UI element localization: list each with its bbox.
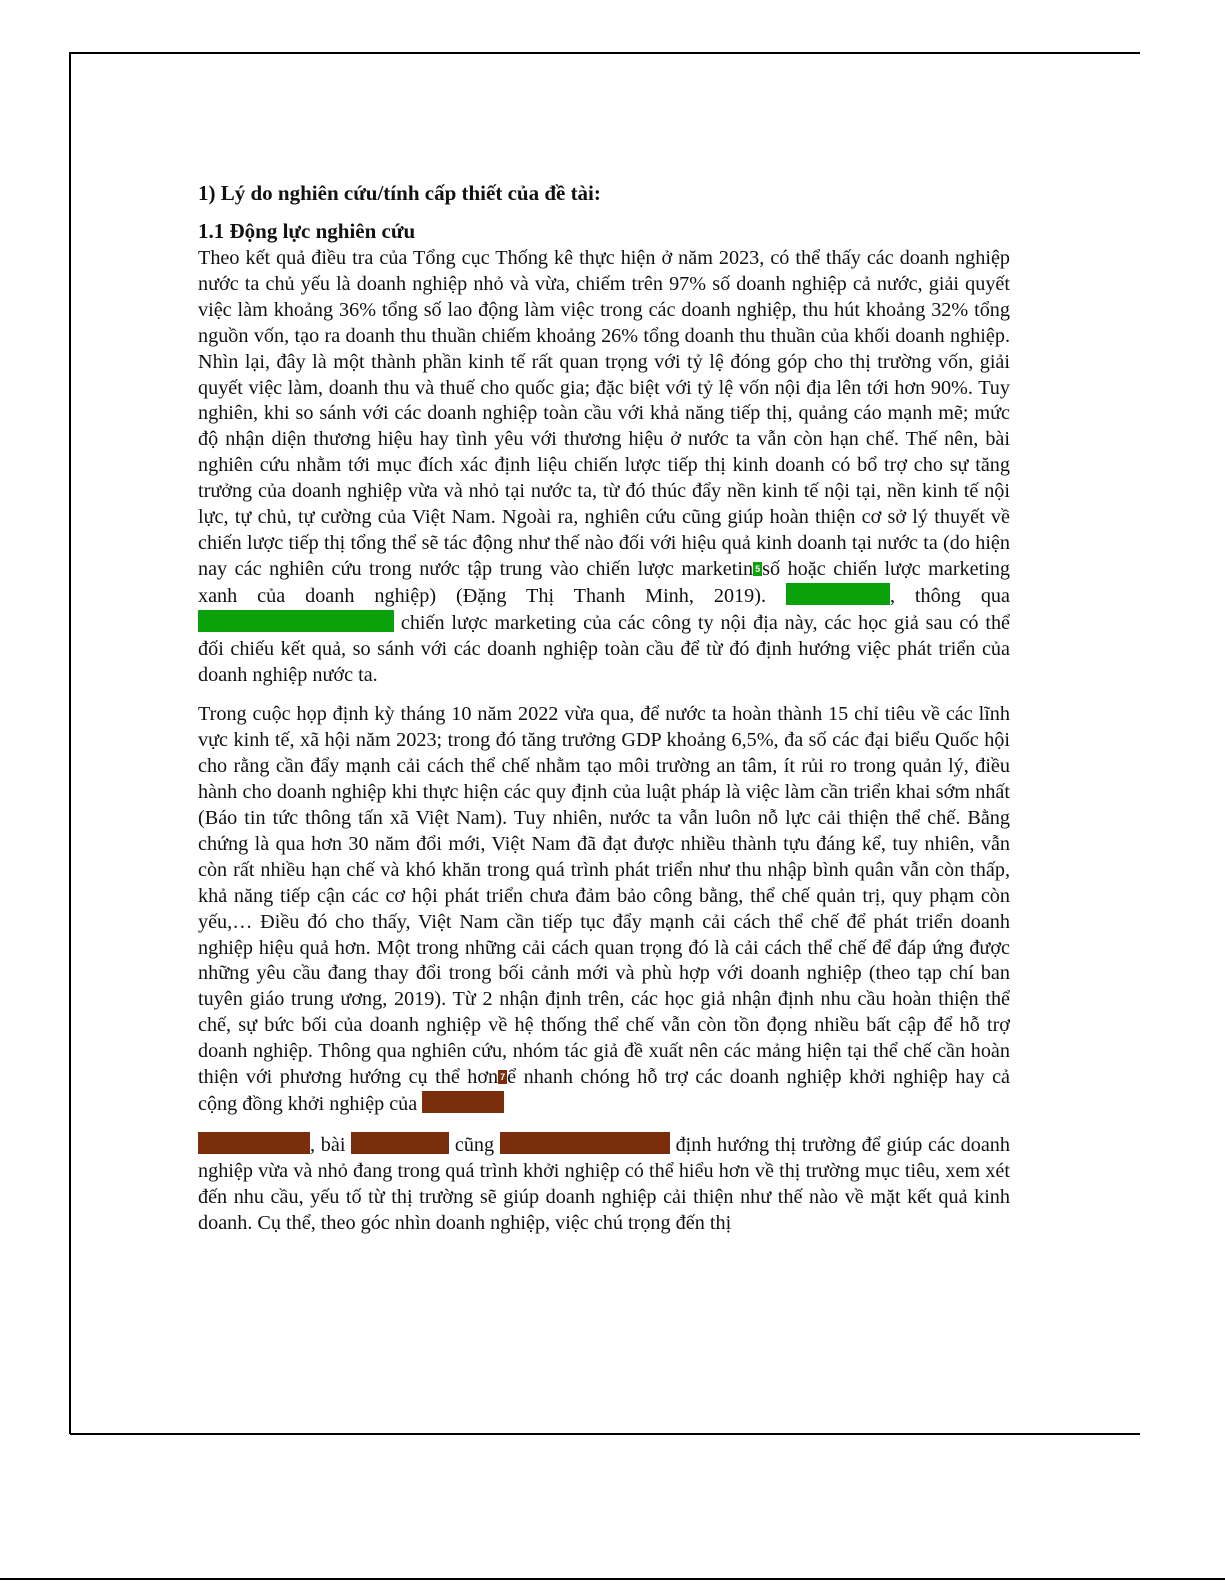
- paragraph-3-segment-3: định hướng thị trường để giúp các doanh nghiệp vừa và nhỏ đang trong quá trình khởi nghiệp có thể hiểu hơn về thị trường mục tiêu, xem xét đến nhu cầu, yếu tố từ thị trường sẽ giúp doanh nghiệp cải thiện như thế nào về mặt kết quả kinh doanh. Cụ thể, theo góc nhìn doanh nghiệp, việc chú trọng đến thị: [198, 1133, 1010, 1234]
- comment-marker-7[interactable]: 7: [500, 1072, 506, 1083]
- paragraph-1-text: Theo kết quả điều tra của Tổng cục Thống kê thực hiện ở năm 2023, có thể thấy các doanh nghiệp nước ta chủ yếu là doanh nghiệp nhỏ và vừa, chiếm trên 97% số doanh nghiệp cả nước, giải quyết việc làm khoảng 36% tổng số lao động làm việc trong các doanh nghiệp, thu hút khoảng 32% tổng nguồn vốn, tạo ra doanh thu thuần chiếm khoảng 26% tổng doanh thu thuần của khối doanh nghiệp. Nhìn lại, đây là một thành phần kinh tế rất quan trọng với tỷ lệ đóng góp cho thị trường vốn, giải quyết việc làm, doanh thu và thuế cho quốc gia; đặc biệt với tỷ lệ vốn nội địa lên tới hơn 90%. Tuy nghiên, khi so sánh với các doanh nghiệp toàn cầu với khả năng tiếp thị, quảng cáo mạnh mẽ; mức độ nhận diện thương hiệu hay tình yêu với thương hiệu ở nước ta vẫn còn hạn chế. Thế nên, bài nghiên cứu nhằm tới mục đích xác định liệu chiến lược tiếp thị kinh doanh có bổ trợ cho sự tăng trưởng của doanh nghiệp vừa và nhỏ tại nước ta, từ đó thúc đẩy nền kinh tế nội tại, nền kinh tế nội lực, tự chủ, tự cường của Việt Nam. Ngoài ra, nghiên cứu cũng giúp hoàn thiện cơ sở lý thuyết về chiến lược tiếp thị tổng thể sẽ tác động như thế nào đối với hiệu quả kinh doanh tại nước ta (do hiện nay các nghiên cứu trong nước tập trung vào chiến lược marketin: [198, 247, 1010, 580]
- paragraph-3-segment-2: cũng: [454, 1133, 495, 1156]
- page-frame-left: [69, 52, 71, 1434]
- page-frame-bottom: [70, 1433, 1140, 1435]
- paragraph-2-text: Trong cuộc họp định kỳ tháng 10 năm 2022 vừa qua, để nước ta hoàn thành 15 chỉ tiêu về các lĩnh vực kinh tế, xã hội năm 2023; trong đó tăng trưởng GDP khoảng 6,5%, đa số các đại biểu Quốc hội cho rằng cần đẩy mạnh cải cách thể chế nhằm tạo môi trường an tâm, ít rủi ro trong quản lý, điều hành cho doanh nghiệp khi thực hiện các quy định của luật pháp là việc làm cần triển khai sớm nhất (Báo tin tức thông tấn xã Việt Nam). Tuy nhiên, nước ta vẫn luôn nỗ lực cải thiện thể chế. Bằng chứng là qua hơn 30 năm đổi mới, Việt Nam đã đạt được nhiều thành tựu đáng kể, tuy nhiên, vẫn còn rất nhiều hạn chế và khó khăn trong quá trình phát triển như thu nhập bình quân vẫn còn thấp, khả năng tiếp cận các cơ hội phát triển chưa đảm bảo công bằng, thể chế quản trị, quy phạm còn yếu,… Điều đó cho thấy, Việt Nam cần tiếp tục đẩy mạnh cải cách thể chế để phát triển doanh nghiệp hiệu quả hơn. Một trong những cải cách quan trọng đó là cải cách thể chế để đáp ứng được những yêu cầu đang thay đổi trong bối cảnh mới và phù hợp với doanh nghiệp (theo tạp chí ban tuyên giáo trung ương, 2019). Từ 2 nhận định trên, các học giả nhận định nhu cầu hoàn thiện thể chế, sự bức bối của doanh nghiệp về hệ thống thể chế vẫn còn tồn đọng nhiều bất cập để hỗ trợ doanh nghiệp. Thông qua nghiên cứu, nhóm tác giả đề xuất nên các mảng hiện tại thể chế cần hoàn thiện với phương hướng cụ thể hơn: [198, 703, 1010, 1089]
- redaction-highlight-green: [198, 610, 394, 632]
- paragraph-3-segment-1: , bài: [310, 1133, 346, 1156]
- paragraph-1: [198, 246, 1010, 688]
- page-bottom-edge: [0, 1578, 1225, 1580]
- page-frame-top: [70, 52, 1140, 54]
- paragraph-1-segment-2: , thông qua: [889, 584, 1010, 607]
- redaction-highlight-green: [786, 583, 870, 605]
- comment-marker-5[interactable]: 5: [755, 563, 761, 574]
- redaction-highlight-brown: [198, 1132, 310, 1154]
- paragraph-2: [198, 702, 1010, 1118]
- paragraph-1-segment-3: chiến lược marketing của các công ty nội địa này, các học giả sau có thể đối chiếu kết quả, so sánh với các doanh nghiệp toàn cầu để từ đó định hướng việc phát triển của doanh nghiệp nước ta.: [198, 611, 1010, 686]
- redaction-highlight-green: [870, 583, 890, 605]
- paragraph-3: [198, 1132, 1010, 1237]
- redaction-highlight-brown: [500, 1132, 670, 1154]
- section-heading: 1) Lý do nghiên cứu/tính cấp thiết của đề tài:: [198, 181, 601, 205]
- redaction-highlight-brown: [351, 1132, 449, 1154]
- subsection-heading: 1.1 Động lực nghiên cứu: [198, 219, 416, 243]
- paragraph-1-continued: số hoặc chiến lược marketing xanh của doanh nghiệp) (Đặng Thị Thanh Minh, 2019).: [198, 557, 1011, 607]
- document-body: [198, 178, 1010, 1237]
- paragraph-2-continued: ể nhanh chóng hỗ trợ các doanh nghiệp khởi nghiệp hay cả cộng đồng khởi nghiệp của: [198, 1066, 1010, 1115]
- redaction-highlight-brown: [422, 1091, 504, 1113]
